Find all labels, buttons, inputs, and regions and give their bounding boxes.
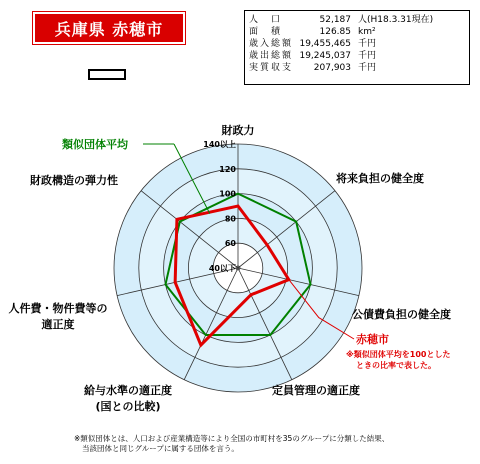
note-line-2: ときの比率で表した。 [356,361,436,370]
stat-value: 52,187 [319,15,351,25]
stat-label: 歳入総額 [249,39,294,49]
stat-value: 207,903 [313,63,351,73]
stat-unit: 千円 [358,63,377,73]
tick-label: 140以上 [203,140,236,149]
axis-label: 財政力 [221,124,255,137]
footnote-line-1: ※類似団体とは、人口および産業構造等により全国の市町村を35のグループに分類した結果、 [74,434,390,443]
stat-label: 面 積 [249,27,283,37]
tick-label: 80 [224,214,236,224]
stat-value: 19,455,465 [299,39,351,49]
avg-series-label: 類似団体平均 [62,138,128,151]
stat-unit: km² [358,27,376,37]
tick-label: 60 [224,239,236,249]
stat-unit: 人(H18.3.31現在) [358,15,434,25]
axis-label: 公債費負担の健全度 [352,308,451,321]
axis-label: 将来負担の健全度 [336,172,424,185]
center-tick-label: 40以下 [208,264,236,273]
stat-unit: 千円 [358,39,377,49]
axis-label: 人件費・物件費等の [8,302,108,315]
page-title: 兵庫県 赤穂市 [33,12,185,44]
axis-label: 給与水準の適正度 [84,384,172,397]
note-line-1: ※類似団体平均を100とした [346,350,451,359]
stat-value: 126.85 [319,27,351,37]
axis-label: (国との比較) [95,400,161,413]
stat-label: 歳出総額 [249,51,294,61]
tick-label: 120 [219,164,236,174]
axis-label: 適正度 [41,318,75,331]
axis-label: 財政構造の弾力性 [30,174,118,187]
footnote-line-2: 当該団体と同じグループに属する団体を言う。 [82,444,239,453]
axis-label: 定員管理の適正度 [272,384,360,397]
stat-unit: 千円 [358,51,377,61]
tick-label: 100 [219,189,236,199]
stat-value: 19,245,037 [299,51,351,61]
stat-label: 実質収支 [249,63,294,73]
city-series-label: 赤穂市 [356,333,389,346]
stat-label: 人 口 [249,15,283,25]
